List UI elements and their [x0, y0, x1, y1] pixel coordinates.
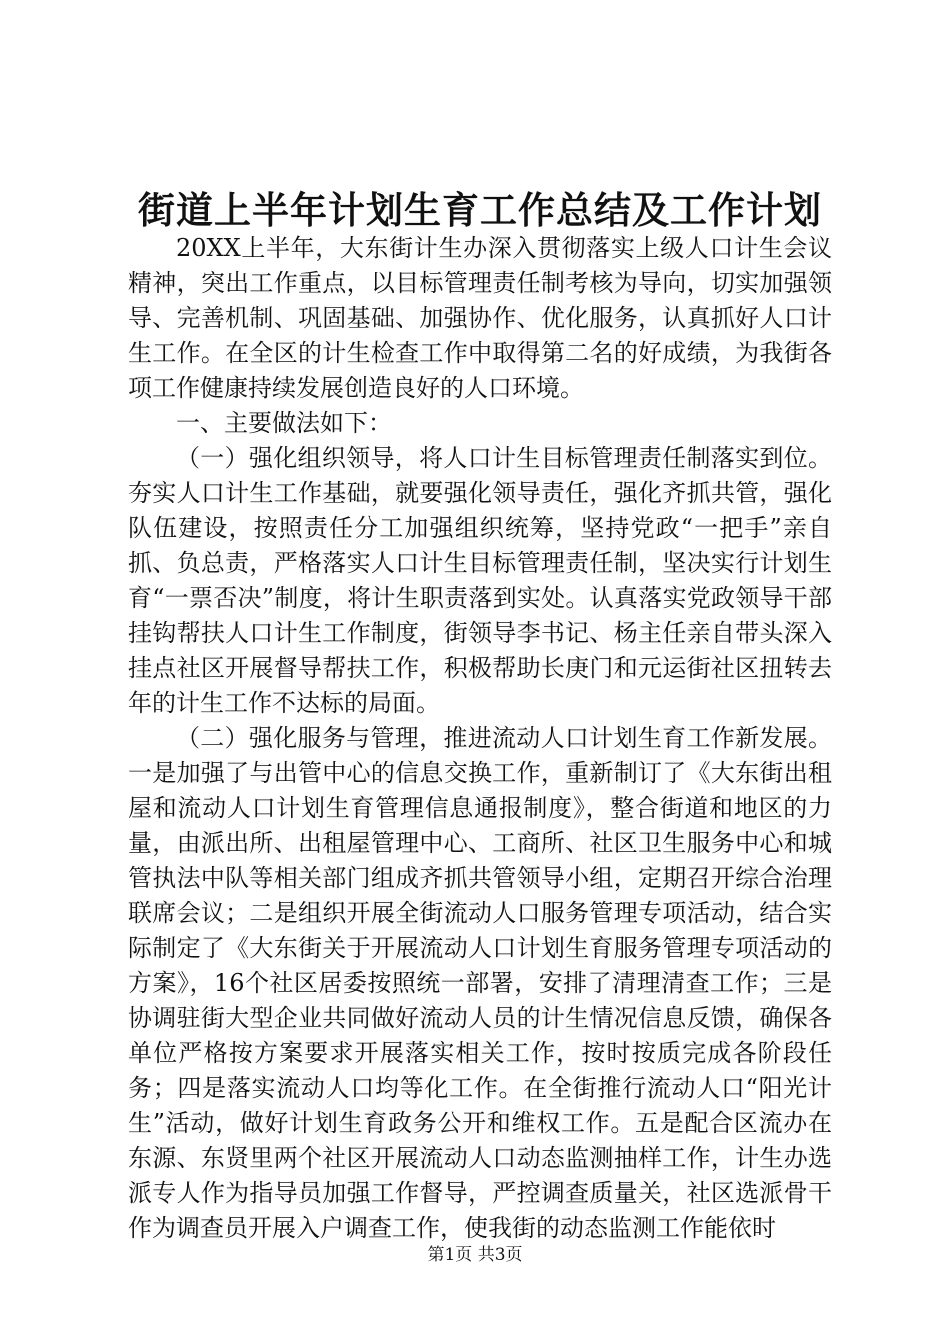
page-number: 第1页 共3页 — [427, 1245, 523, 1265]
paragraph-organization-leadership: （一）强化组织领导，将人口计生目标管理责任制落实到位。夯实人口计生工作基础，就要强化领导责任，强化齐抓共管，强化队伍建设，按照责任分工加强组织统筹，坚持党政“一把手”亲自抓、负总责，严格落实人口计生目标管理责任制，坚决实行计划生育“一票否决”制度，将计生职责落到实处。认真落实党政领导干部挂钩帮扶人口计生工作制度，街领导李书记、杨主任亲自带头深入挂点社区开展督导帮扶工作，积极帮助长庚门和元运街社区扭转去年的计生工作不达标的局面。 — [128, 444, 832, 717]
document-title: 街道上半年计划生育工作总结及工作计划 — [138, 189, 822, 232]
section-heading: 一、主要做法如下： — [176, 409, 392, 437]
intro-paragraph: 20XX上半年，大东街计生办深入贯彻落实上级人口计生会议精神，突出工作重点，以目标管理责任制考核为导向，切实加强领导、完善机制、巩固基础、加强协作、优化服务，认真抓好人口计生工作。在全区的计生检查工作中取得第二名的好成绩，为我街各项工作健康持续发展创造良好的人口环境。 — [128, 234, 832, 402]
document-body — [128, 231, 832, 1246]
paragraph-service-management: （二）强化服务与管理，推进流动人口计划生育工作新发展。一是加强了与出管中心的信息交换工作，重新制订了《大东街出租屋和流动人口计划生育管理信息通报制度》，整合街道和地区的力量，由派出所、出租屋管理中心、工商所、社区卫生服务中心和城管执法中队等相关部门组成齐抓共管领导小组，定期召开综合治理联席会议；二是组织开展全街流动人口服务管理专项活动，结合实际制定了《大东街关于开展流动人口计划生育服务管理专项活动的方案》，16个社区居委按照统一部署，安排了清理清查工作；三是协调驻街大型企业共同做好流动人员的计生情况信息反馈，确保各单位严格按方案要求开展落实相关工作，按时按质完成各阶段任务；四是落实流动人口均等化工作。在全街推行流动人口“阳光计生”活动，做好计划生育政务公开和维权工作。五是配合区流办在东源、东贤里两个社区开展流动人口动态监测抽样工作，计生办选派专人作为指导员加强工作督导，严控调查质量关，社区选派骨干作为调查员开展入户调查工作，使我街的动态监测工作能依时 — [128, 724, 832, 1242]
